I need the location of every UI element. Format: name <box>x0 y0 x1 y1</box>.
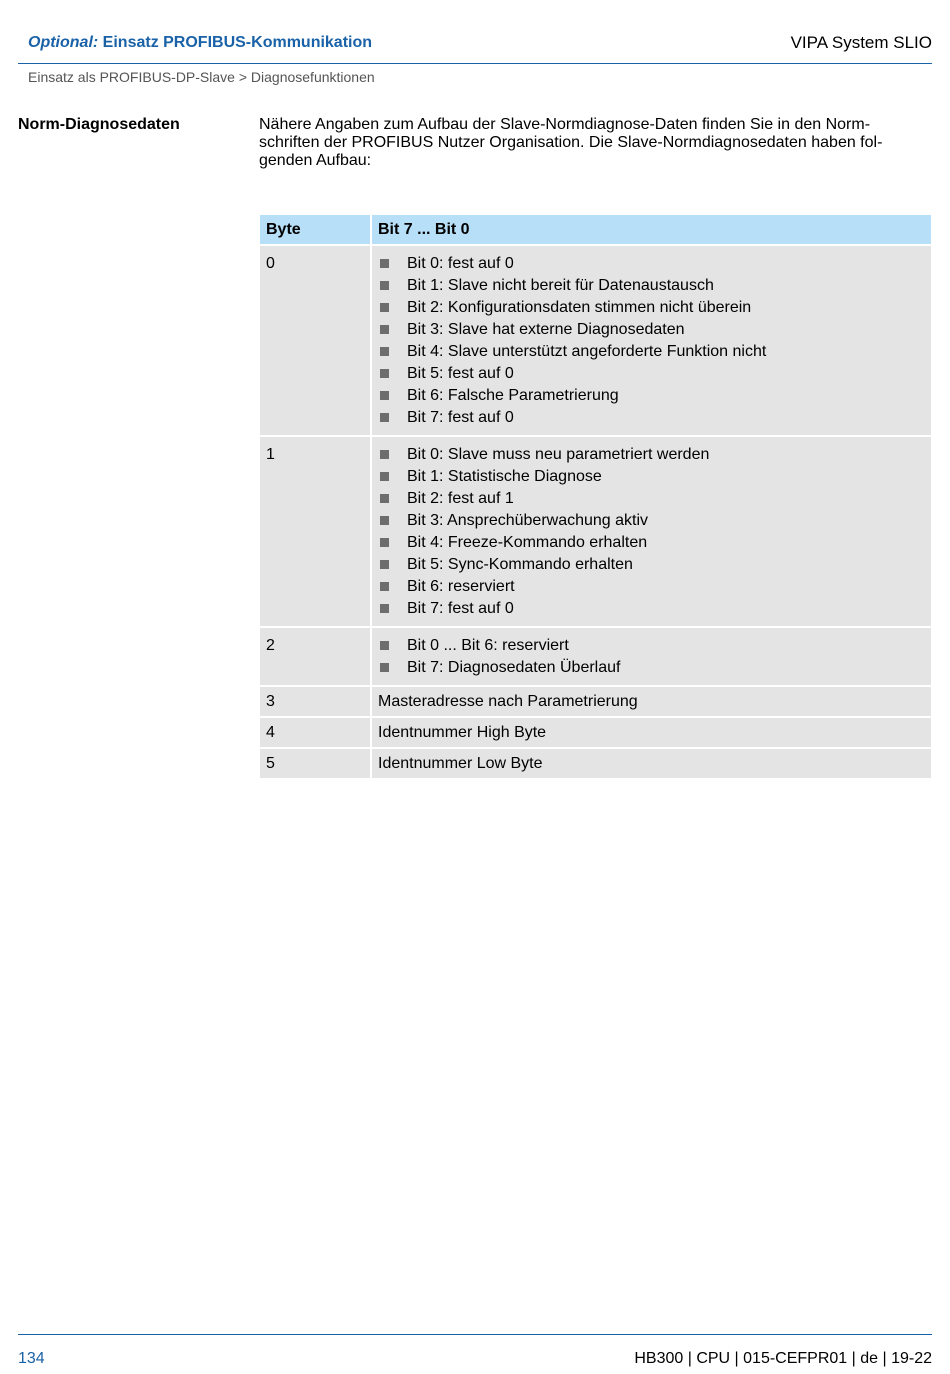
bit-description: Bit 6: Falsche Parametrierung <box>407 387 619 404</box>
square-bullet-icon <box>380 663 389 672</box>
bit-list-item <box>378 253 925 275</box>
header-brand: VIPA System SLIO <box>790 33 932 52</box>
header-divider <box>18 63 932 64</box>
table-row <box>260 628 931 685</box>
section-label: Norm-Diagnosedaten <box>18 116 180 133</box>
intro-line: Nähere Angaben zum Aufbau der Slave-Normdiagnose-Daten finden Sie in den Norm- <box>259 116 871 133</box>
bit-list-item <box>378 407 925 429</box>
square-bullet-icon <box>380 413 389 422</box>
intro-line: schriften der PROFIBUS Nutzer Organisation. Die Slave-Normdiagnosedaten haben fol- <box>259 134 883 151</box>
square-bullet-icon <box>380 259 389 268</box>
bit-list-item <box>378 657 925 679</box>
square-bullet-icon <box>380 604 389 613</box>
bit-description: Bit 0: fest auf 0 <box>407 255 514 272</box>
byte-cell: 5 <box>260 749 370 778</box>
bit-list-item <box>378 297 925 319</box>
bit-list <box>378 635 925 679</box>
bit-description: Bit 4: Freeze-Kommando erhalten <box>407 534 648 551</box>
square-bullet-icon <box>380 281 389 290</box>
bit-list-item <box>378 385 925 407</box>
bit-description: Bit 2: Konfigurationsdaten stimmen nicht überein <box>407 299 752 316</box>
byte-cell: 1 <box>260 437 370 626</box>
bit-list-item <box>378 635 925 657</box>
header-title <box>28 34 372 52</box>
bit-description: Bit 5: Sync-Kommando erhalten <box>407 556 633 573</box>
bit-list-item <box>378 488 925 510</box>
bit-description: Bit 3: Slave hat externe Diagnosedaten <box>407 321 685 338</box>
square-bullet-icon <box>380 560 389 569</box>
bits-cell <box>372 246 931 435</box>
table-row <box>260 749 931 778</box>
square-bullet-icon <box>380 391 389 400</box>
footer-divider <box>18 1334 932 1335</box>
byte-cell: 3 <box>260 687 370 716</box>
bit-list-item <box>378 444 925 466</box>
bit-description: Bit 1: Slave nicht bereit für Datenaustausch <box>407 277 714 294</box>
bit-list-item <box>378 576 925 598</box>
bit-description: Bit 7: Diagnosedaten Überlauf <box>407 659 621 676</box>
bit-list-item <box>378 532 925 554</box>
square-bullet-icon <box>380 494 389 503</box>
bit-description: Bit 7: fest auf 0 <box>407 409 514 426</box>
bit-description: Bit 7: fest auf 0 <box>407 600 514 617</box>
header-title-prefix: Optional: <box>28 34 99 51</box>
square-bullet-icon <box>380 325 389 334</box>
bits-cell: Identnummer Low Byte <box>372 749 931 778</box>
byte-cell: 4 <box>260 718 370 747</box>
header-cell-byte: Byte <box>260 215 370 244</box>
table-row <box>260 246 931 435</box>
bit-description: Bit 4: Slave unterstützt angeforderte Funktion nicht <box>407 343 767 360</box>
bit-list-item <box>378 466 925 488</box>
square-bullet-icon <box>380 538 389 547</box>
header-title-text: Einsatz PROFIBUS-Kommunikation <box>102 34 373 51</box>
bit-list-item <box>378 275 925 297</box>
square-bullet-icon <box>380 641 389 650</box>
diagnosis-table <box>258 213 933 780</box>
square-bullet-icon <box>380 450 389 459</box>
bit-list <box>378 253 925 429</box>
table-row <box>260 718 931 747</box>
square-bullet-icon <box>380 303 389 312</box>
document-id: HB300 | CPU | 015-CEFPR01 | de | 19-22 <box>634 1350 932 1367</box>
bits-cell: Masteradresse nach Parametrierung <box>372 687 931 716</box>
table-header-row <box>260 215 931 244</box>
square-bullet-icon <box>380 516 389 525</box>
bit-description: Bit 3: Ansprechüberwachung aktiv <box>407 512 649 529</box>
table-body <box>260 246 931 778</box>
bit-description: Bit 2: fest auf 1 <box>407 490 514 507</box>
square-bullet-icon <box>380 582 389 591</box>
bit-list-item <box>378 319 925 341</box>
intro-line: genden Aufbau: <box>259 152 372 169</box>
table-row <box>260 687 931 716</box>
bits-cell: Identnummer High Byte <box>372 718 931 747</box>
breadcrumb: Einsatz als PROFIBUS-DP-Slave > Diagnosefunktionen <box>28 69 375 85</box>
bit-list <box>378 444 925 620</box>
bit-list-item <box>378 554 925 576</box>
bit-list-item <box>378 510 925 532</box>
bit-list-item <box>378 341 925 363</box>
bit-description: Bit 0 ... Bit 6: reserviert <box>407 637 569 654</box>
page-number: 134 <box>18 1350 45 1367</box>
bit-description: Bit 6: reserviert <box>407 578 515 595</box>
square-bullet-icon <box>380 369 389 378</box>
bits-cell <box>372 437 931 626</box>
header-cell-bits: Bit 7 ... Bit 0 <box>372 215 931 244</box>
bit-list-item <box>378 363 925 385</box>
bit-description: Bit 1: Statistische Diagnose <box>407 468 602 485</box>
square-bullet-icon <box>380 472 389 481</box>
bit-description: Bit 5: fest auf 0 <box>407 365 514 382</box>
bit-description: Bit 0: Slave muss neu parametriert werden <box>407 446 710 463</box>
square-bullet-icon <box>380 347 389 356</box>
table-row <box>260 437 931 626</box>
bit-list-item <box>378 598 925 620</box>
bits-cell <box>372 628 931 685</box>
byte-cell: 0 <box>260 246 370 435</box>
intro-paragraph <box>259 116 931 170</box>
byte-cell: 2 <box>260 628 370 685</box>
